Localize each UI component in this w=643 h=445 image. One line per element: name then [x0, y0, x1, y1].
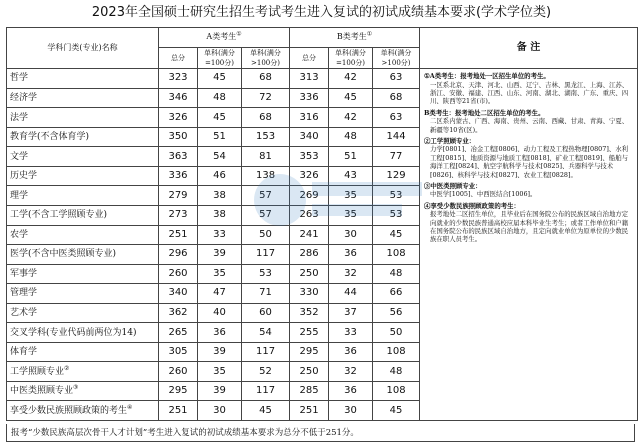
a-s100-cell: 35: [198, 264, 242, 284]
subject-cell: 法学: [7, 108, 159, 128]
a-s100-cell: 47: [198, 284, 242, 304]
remark-item: ③中医类照顾专业： 中医学[1005]、中西医结合[1006]。: [424, 182, 537, 199]
b-s100-cell: 42: [329, 108, 373, 128]
b-s150-cell: 53: [373, 205, 420, 225]
a-s150-cell: 117: [242, 245, 290, 265]
a-s100-cell: 39: [198, 342, 242, 362]
b-s100-cell: 37: [329, 303, 373, 323]
a-s150-cell: 153: [242, 127, 290, 147]
subject-cell: 军事学: [7, 264, 159, 284]
a-s150-cell: 68: [242, 108, 290, 128]
b-total-cell: 330: [290, 284, 329, 304]
b-total-cell: 255: [290, 323, 329, 343]
b-total-cell: 251: [290, 401, 329, 421]
b-s100-cell: 35: [329, 186, 373, 206]
a-total-cell: 273: [159, 205, 198, 225]
a-total-header: 总分: [159, 47, 198, 69]
a-s100-cell: 48: [198, 88, 242, 108]
b-s150-cell: 53: [373, 186, 420, 206]
a-total-cell: 323: [159, 69, 198, 89]
b-s150-cell: 68: [373, 88, 420, 108]
b-s150-cell: 108: [373, 381, 420, 401]
b-s150-cell: 77: [373, 147, 420, 167]
b-total-cell: 316: [290, 108, 329, 128]
a-s100-cell: 40: [198, 303, 242, 323]
b-s150-cell: 108: [373, 245, 420, 265]
subject-cell: 交叉学科(专业代码前两位为14): [7, 323, 159, 343]
a-s100-cell: 45: [198, 108, 242, 128]
b-single-over100-header: 单科(满分>100分): [373, 47, 420, 69]
b-s150-cell: 63: [373, 108, 420, 128]
b-s100-cell: 35: [329, 205, 373, 225]
a-s150-cell: 138: [242, 166, 290, 186]
a-s150-cell: 68: [242, 69, 290, 89]
table-row: [7, 69, 638, 89]
subject-cell: 管理学: [7, 284, 159, 304]
b-total-cell: 286: [290, 245, 329, 265]
a-total-cell: 279: [159, 186, 198, 206]
a-s150-cell: 52: [242, 362, 290, 382]
a-s100-cell: 39: [198, 381, 242, 401]
subject-cell: 农学: [7, 225, 159, 245]
a-total-cell: 346: [159, 88, 198, 108]
b-s150-cell: 48: [373, 264, 420, 284]
a-s100-cell: 35: [198, 362, 242, 382]
subject-cell: 中医类照顾专业③: [7, 381, 159, 401]
b-total-cell: 353: [290, 147, 329, 167]
a-s150-cell: 54: [242, 323, 290, 343]
b-s150-cell: 144: [373, 127, 420, 147]
a-total-cell: 362: [159, 303, 198, 323]
a-s100-cell: 45: [198, 69, 242, 89]
a-s150-cell: 45: [242, 401, 290, 421]
a-total-cell: 340: [159, 284, 198, 304]
subject-cell: 体育学: [7, 342, 159, 362]
subject-cell: 经济学: [7, 88, 159, 108]
subject-cell: 艺术学: [7, 303, 159, 323]
b-s100-cell: 48: [329, 127, 373, 147]
b-total-header: 总分: [290, 47, 329, 69]
b-s100-cell: 45: [329, 88, 373, 108]
page-title: 2023年全国硕士研究生招生考试考生进入复试的初试成绩基本要求(学术学位类): [91, 5, 552, 20]
b-total-cell: 336: [290, 88, 329, 108]
b-s150-cell: 45: [373, 401, 420, 421]
footnote: 报考“少数民族高层次骨干人才计划”考生进入复试的初试成绩基本要求为总分不低于251分。: [6, 424, 635, 442]
score-table: [6, 27, 638, 421]
b-s100-cell: 51: [329, 147, 373, 167]
a-total-cell: 260: [159, 264, 198, 284]
a-s150-cell: 117: [242, 342, 290, 362]
b-s150-cell: 50: [373, 323, 420, 343]
a-total-cell: 363: [159, 147, 198, 167]
a-total-cell: 305: [159, 342, 198, 362]
b-total-cell: 313: [290, 69, 329, 89]
b-total-cell: 250: [290, 264, 329, 284]
b-s100-cell: 36: [329, 342, 373, 362]
a-s100-cell: 38: [198, 205, 242, 225]
b-single100-header: 单科(满分=100分): [329, 47, 373, 69]
b-s150-cell: 45: [373, 225, 420, 245]
b-s100-cell: 43: [329, 166, 373, 186]
remark-item: ①A类考生：报考地处一区招生单位的考生。 一区系北京、天津、河北、山西、辽宁、吉林、黑龙江、上海、江苏、浙江、安徽、福建、江西、山东、河南、湖北、湖南、广东、重庆、四川、陕西等21省(市)。: [424, 72, 629, 106]
b-s150-cell: 56: [373, 303, 420, 323]
a-s100-cell: 39: [198, 245, 242, 265]
subject-cell: 享受少数民族照顾政策的考生④: [7, 401, 159, 421]
b-s100-cell: 36: [329, 245, 373, 265]
a-total-cell: 336: [159, 166, 198, 186]
b-s100-cell: 32: [329, 264, 373, 284]
a-s150-cell: 60: [242, 303, 290, 323]
b-s150-cell: 129: [373, 166, 420, 186]
a-s150-cell: 81: [242, 147, 290, 167]
subject-column-header: 学科门类(专业)名称: [7, 28, 159, 69]
b-s150-cell: 108: [373, 342, 420, 362]
subject-cell: 理学: [7, 186, 159, 206]
a-total-cell: 326: [159, 108, 198, 128]
a-total-cell: 251: [159, 225, 198, 245]
remark-item: ④享受少数民族照顾政策的考生： 报考地处二区招生单位，且毕业后在国务院公布的民族区域自治地方定向就业的少数民族普通高校应届本科毕业生考生；或者工作单位和户籍在国务院公布的民族区域自治地方，且定向就业单位为原单位的少数民族在职人员考生。: [424, 201, 629, 244]
b-total-cell: 263: [290, 205, 329, 225]
b-s150-cell: 66: [373, 284, 420, 304]
b-s100-cell: 30: [329, 225, 373, 245]
b-total-cell: 326: [290, 166, 329, 186]
a-s150-cell: 53: [242, 264, 290, 284]
remarks-header: 备 注: [420, 28, 638, 69]
subject-cell: 教育学(不含体育学): [7, 127, 159, 147]
a-s150-cell: 72: [242, 88, 290, 108]
b-total-cell: 241: [290, 225, 329, 245]
b-total-cell: 250: [290, 362, 329, 382]
b-s100-cell: 30: [329, 401, 373, 421]
a-single-over100-header: 单科(满分>100分): [242, 47, 290, 69]
b-s100-cell: 36: [329, 381, 373, 401]
a-total-cell: 251: [159, 401, 198, 421]
a-s100-cell: 38: [198, 186, 242, 206]
a-s150-cell: 50: [242, 225, 290, 245]
b-total-cell: 269: [290, 186, 329, 206]
remark-item: B类考生：报考地处二区招生单位的考生。 二区系内蒙古、广西、海南、贵州、云南、西藏、甘肃、青海、宁夏、新疆等10省(区)。: [424, 108, 629, 134]
b-total-cell: 295: [290, 342, 329, 362]
b-total-cell: 285: [290, 381, 329, 401]
a-total-cell: 260: [159, 362, 198, 382]
a-s150-cell: 57: [242, 186, 290, 206]
a-s150-cell: 57: [242, 205, 290, 225]
a-total-cell: 350: [159, 127, 198, 147]
a-total-cell: 265: [159, 323, 198, 343]
b-s100-cell: 44: [329, 284, 373, 304]
subject-cell: 工学(不含工学照顾专业): [7, 205, 159, 225]
b-total-cell: 340: [290, 127, 329, 147]
class-a-header: A类考生①: [159, 28, 290, 48]
b-s100-cell: 42: [329, 69, 373, 89]
a-s100-cell: 46: [198, 166, 242, 186]
a-s100-cell: 36: [198, 323, 242, 343]
a-total-cell: 296: [159, 245, 198, 265]
subject-cell: 工学照顾专业②: [7, 362, 159, 382]
a-s100-cell: 33: [198, 225, 242, 245]
a-s150-cell: 71: [242, 284, 290, 304]
b-s150-cell: 63: [373, 69, 420, 89]
b-total-cell: 352: [290, 303, 329, 323]
b-s100-cell: 32: [329, 362, 373, 382]
a-s100-cell: 51: [198, 127, 242, 147]
b-s150-cell: 48: [373, 362, 420, 382]
a-s100-cell: 30: [198, 401, 242, 421]
a-total-cell: 295: [159, 381, 198, 401]
class-b-header: B类考生①: [290, 28, 420, 48]
a-single100-header: 单科(满分=100分): [198, 47, 242, 69]
subject-cell: 历史学: [7, 166, 159, 186]
subject-cell: 医学(不含中医类照顾专业): [7, 245, 159, 265]
remarks-cell: [420, 69, 638, 421]
remark-item: ②工学照顾专业： 力学[0801]、冶金工程[0806]、动力工程及工程热物理[0807]、水利工程[0815]、地质资源与地质工程[0818]、矿业工程[0819]、船舶与海洋工程[0824]、航空宇航科学与技术[0825]、兵器科学与技术[0826]、核科学与技术[0827]、农业工程[0828]。: [424, 136, 628, 179]
subject-cell: 文学: [7, 147, 159, 167]
a-s100-cell: 54: [198, 147, 242, 167]
a-s150-cell: 117: [242, 381, 290, 401]
b-s100-cell: 33: [329, 323, 373, 343]
subject-cell: 哲学: [7, 69, 159, 89]
